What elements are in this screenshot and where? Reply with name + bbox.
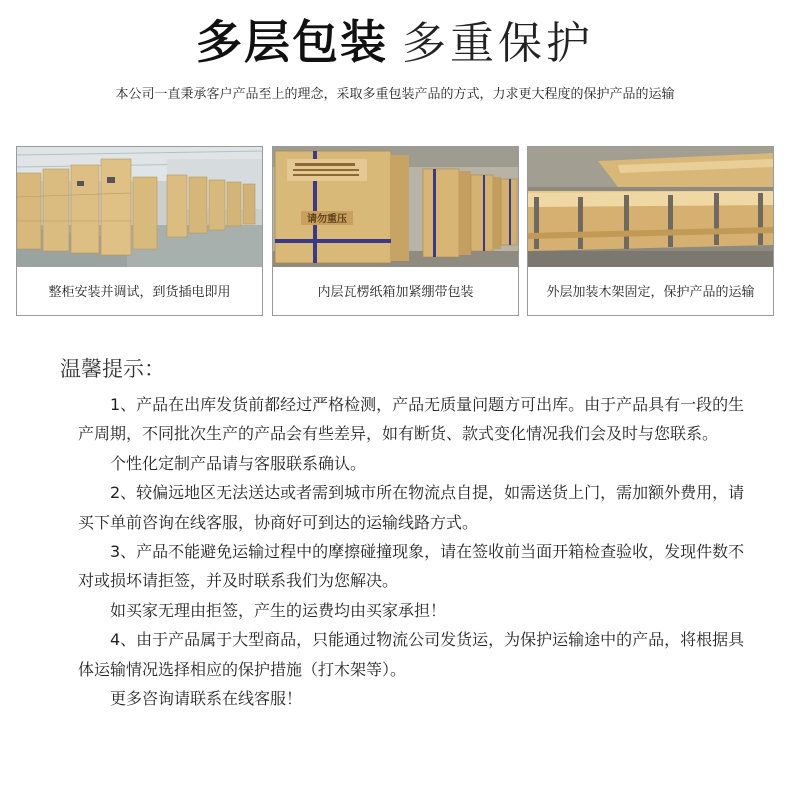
tip-paragraph-logistics: 4、由于产品属于大型商品，只能通过物流公司发货运，为保护运输途中的产品，将根据具体运输情况选择相应的保护措施（打木架等）。 xyxy=(78,630,745,679)
intro-text: 本公司一直秉承客户产品至上的理念，采取多重包装产品的方式，力求更大程度的保护产品的运输 xyxy=(115,87,675,102)
page-title xyxy=(0,12,790,72)
wooden-crate-photo xyxy=(528,147,773,267)
title-light: 多重保护 xyxy=(402,18,594,69)
photo-card-installed xyxy=(16,146,263,316)
tip-paragraph-custom: 个性化定制产品请与客服联系确认。 xyxy=(110,453,367,473)
cardboard-boxes-photo xyxy=(273,147,518,267)
title-bold: 多层包装 xyxy=(196,15,388,69)
photo-card-inner-packing xyxy=(272,146,519,316)
photo-caption-inner-packing: 内层瓦楞纸箱加紧绷带包装 xyxy=(317,284,474,300)
tips-body xyxy=(60,390,750,713)
photo-row xyxy=(16,146,776,318)
photo-caption-wooden-crate: 外层加装木架固定，保护产品的运输 xyxy=(546,284,755,300)
tip-paragraph-inspection: 3、产品不能避免运输过程中的摩擦碰撞现象，请在签收前当面开箱检查验收，发现件数不对或损坏请拒签，并及时联系我们为您解决。 xyxy=(78,542,745,591)
tips-section xyxy=(60,354,750,713)
tip-paragraph-contact: 更多咨询请联系在线客服！ xyxy=(110,689,303,709)
box-label-text: 请勿重压 xyxy=(307,214,347,225)
photo-card-wooden-crate xyxy=(527,146,774,316)
tip-paragraph-refusal: 如买家无理由拒签，产生的运费均由买家承担！ xyxy=(110,600,447,620)
tips-title: 温馨提示： xyxy=(60,357,165,381)
tip-paragraph-delivery: 2、较偏远地区无法送达或者需到城市所在物流点自提，如需送货上门，需加额外费用，请买下单前咨询在线客服，协商好可到达的运输线路方式。 xyxy=(78,483,745,532)
photo-caption-installed: 整柜安装并调试，到货插电即用 xyxy=(48,284,231,300)
tip-paragraph-quality: 1、产品在出库发货前都经过严格检测，产品无质量问题方可出库。由于产品具有一段的生产周期，不同批次生产的产品会有些差异，如有断货、款式变化情况我们会及时与您联系。 xyxy=(78,395,745,444)
warehouse-lockers-photo xyxy=(17,147,262,267)
